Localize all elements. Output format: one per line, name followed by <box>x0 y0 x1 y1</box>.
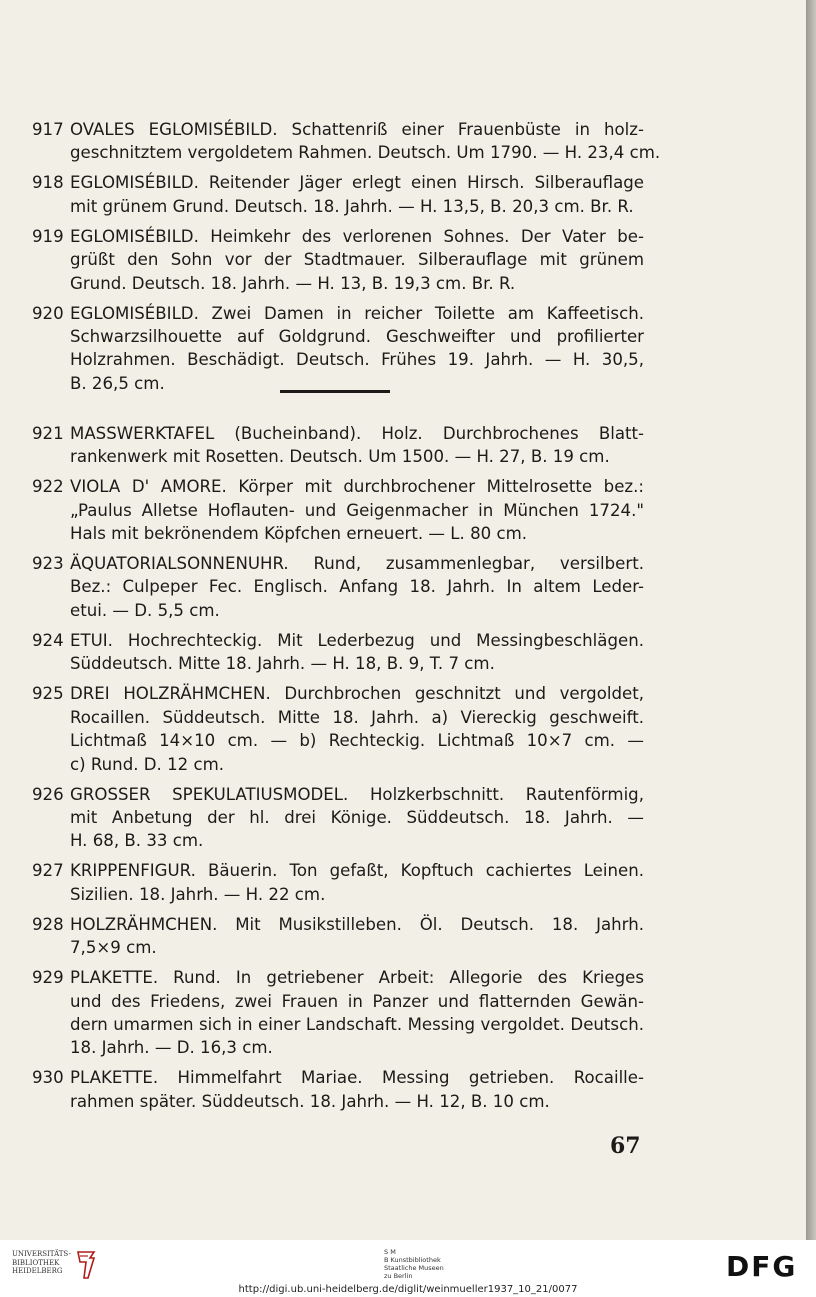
entry-text-line: grüßt den Sohn vor der Stadtmauer. Silberauflage mit grünem <box>70 250 644 270</box>
entry-text-line: c) Rund. D. 12 cm. <box>70 754 225 774</box>
entry-text-line: B. 26,5 cm. <box>70 373 165 393</box>
catalog-entry <box>32 552 644 622</box>
entry-number: 927 <box>32 861 64 881</box>
entry-text-line: EGLOMISÉBILD. Reitender Jäger erlegt einen Hirsch. Silberauflage <box>70 173 644 193</box>
entry-text-line: 7,5×9 cm. <box>70 938 157 958</box>
entry-number: 922 <box>32 477 64 497</box>
catalog-entry <box>32 859 644 906</box>
catalog-entry <box>32 913 644 960</box>
entry-text-line: Rocaillen. Süddeutsch. Mitte 18. Jahrh. a) Viereckig geschweift. <box>70 707 644 727</box>
entry-text-line: Hals mit bekrönendem Köpfchen erneuert. — L. 80 cm. <box>70 524 528 544</box>
entry-text-line: „Paulus Alletse Hoflauten- und Geigenmacher in München 1724." <box>70 500 644 520</box>
entry-text-line: geschnitztem vergoldetem Rahmen. Deutsch. Um 1790. — H. 23,4 cm. <box>70 143 661 163</box>
catalog-entry <box>32 422 644 469</box>
entry-number: 926 <box>32 784 64 804</box>
entry-text-line: OVALES EGLOMISÉBILD. Schattenriß einer Frauenbüste in holz- <box>70 120 644 139</box>
entry-text-line: Süddeutsch. Mitte 18. Jahrh. — H. 18, B. 9, T. 7 cm. <box>70 654 495 674</box>
entry-text-line: EGLOMISÉBILD. Zwei Damen in reicher Toilette am Kaffeetisch. <box>70 303 644 323</box>
catalog-entry <box>32 118 661 165</box>
entry-text-line: Grund. Deutsch. 18. Jahrh. — H. 13, B. 19,3 cm. Br. R. <box>70 273 516 293</box>
entry-number: 921 <box>32 423 64 443</box>
library-line: S M <box>384 1248 396 1256</box>
entry-text-line: MASSWERKTAFEL (Bucheinband). Holz. Durchbrochenes Blatt- <box>70 423 644 443</box>
catalog-entry <box>32 225 644 295</box>
university-library-label <box>12 1250 71 1276</box>
catalog-entry <box>32 1066 644 1113</box>
entry-text-line: ÄQUATORIALSONNENUHR. Rund, zusammenlegbar, versilbert. <box>70 554 644 574</box>
entry-text-line: KRIPPENFIGUR. Bäuerin. Ton gefaßt, Kopftuch cachiertes Leinen. <box>70 861 644 881</box>
entry-number: 928 <box>32 914 64 934</box>
library-line: B Kunstbibliothek <box>384 1256 441 1264</box>
kunstbibliothek-label <box>384 1248 444 1280</box>
university-logo-icon <box>74 1248 98 1280</box>
university-line: BIBLIOTHEK <box>12 1258 60 1267</box>
entry-text-line: VIOLA D' AMORE. Körper mit durchbrochener Mittelrosette bez.: <box>70 477 644 497</box>
entry-text-line: Bez.: Culpeper Fec. Englisch. Anfang 18. Jahrh. In altem Leder- <box>70 577 644 597</box>
catalog-entry <box>32 629 644 676</box>
entry-text-line: Sizilien. 18. Jahrh. — H. 22 cm. <box>70 884 326 904</box>
entry-text-line: HOLZRÄHMCHEN. Mit Musikstilleben. Öl. Deutsch. 18. Jahrh. <box>70 914 644 934</box>
entry-text-line: ETUI. Hochrechteckig. Mit Lederbezug und Messingbeschlägen. <box>70 630 644 650</box>
footer-bar <box>0 1240 816 1297</box>
source-url[interactable]: http://digi.ub.uni-heidelberg.de/diglit/weinmueller1937_10_21/0077 <box>238 1284 578 1295</box>
entry-text-line: rankenwerk mit Rosetten. Deutsch. Um 1500. — H. 27, B. 19 cm. <box>70 447 610 467</box>
entry-number: 925 <box>32 684 64 704</box>
entry-text-line: Holzrahmen. Beschädigt. Deutsch. Frühes 19. Jahrh. — H. 30,5, <box>70 350 644 370</box>
library-line: zu Berlin <box>384 1272 413 1280</box>
entry-text-line: Schwarzsilhouette auf Goldgrund. Geschweifter und profilierter <box>70 327 644 347</box>
catalog-entry <box>32 475 644 545</box>
entry-text-line: 18. Jahrh. — D. 16,3 cm. <box>70 1038 273 1058</box>
entry-text-line: mit grünem Grund. Deutsch. 18. Jahrh. — H. 13,5, B. 20,3 cm. Br. R. <box>70 196 634 216</box>
entry-number: 920 <box>32 303 64 323</box>
entry-number: 919 <box>32 226 64 246</box>
entry-text-line: rahmen später. Süddeutsch. 18. Jahrh. — H. 12, B. 10 cm. <box>70 1091 550 1111</box>
entry-text-line: etui. — D. 5,5 cm. <box>70 600 220 620</box>
university-line: HEIDELBERG <box>12 1267 63 1275</box>
entry-text-line: GROSSER SPEKULATIUSMODEL. Holzkerbschnitt. Rautenförmig, <box>70 784 644 804</box>
entry-number: 918 <box>32 173 64 193</box>
entry-number: 929 <box>32 968 64 988</box>
page-number: 67 <box>610 1133 641 1159</box>
entry-number: 917 <box>32 120 64 139</box>
entry-number: 930 <box>32 1068 64 1088</box>
library-line: Staatliche Museen <box>384 1264 444 1272</box>
catalog-entry <box>32 783 644 853</box>
entry-text-line: PLAKETTE. Himmelfahrt Mariae. Messing getrieben. Rocaille- <box>70 1068 644 1088</box>
entry-number: 923 <box>32 554 64 574</box>
catalog-entry <box>32 171 644 218</box>
catalog-entry <box>32 682 644 776</box>
entries-after-divider <box>32 422 644 1113</box>
dfg-logo: DFG <box>726 1250 798 1283</box>
entry-text-line: mit Anbetung der hl. drei Könige. Süddeutsch. 18. Jahrh. — <box>70 807 644 827</box>
entry-text-line: Lichtmaß 14×10 cm. — b) Rechteckig. Lichtmaß 10×7 cm. — <box>70 731 644 751</box>
catalog-entry <box>32 966 644 1060</box>
section-divider-rule <box>280 390 390 393</box>
entry-text-line: H. 68, B. 33 cm. <box>70 831 204 851</box>
catalog-entry <box>32 302 644 396</box>
divider-row <box>32 402 644 422</box>
entry-text-line: EGLOMISÉBILD. Heimkehr des verlorenen Sohnes. Der Vater be- <box>70 226 644 246</box>
entry-number: 924 <box>32 630 64 650</box>
university-line: UNIVERSITÄTS- <box>12 1250 71 1258</box>
entry-text-line: und des Friedens, zwei Frauen in Panzer und flatternden Gewän- <box>70 991 644 1011</box>
catalog-entries <box>32 118 661 1120</box>
entry-text-line: PLAKETTE. Rund. In getriebener Arbeit: Allegorie des Krieges <box>70 968 644 988</box>
entry-text-line: DREI HOLZRÄHMCHEN. Durchbrochen geschnitzt und vergoldet, <box>70 684 644 704</box>
entries-before-divider <box>32 118 661 395</box>
page-edge-shadow <box>806 0 816 1240</box>
entry-text-line: dern umarmen sich in einer Landschaft. Messing vergoldet. Deutsch. <box>70 1014 644 1034</box>
